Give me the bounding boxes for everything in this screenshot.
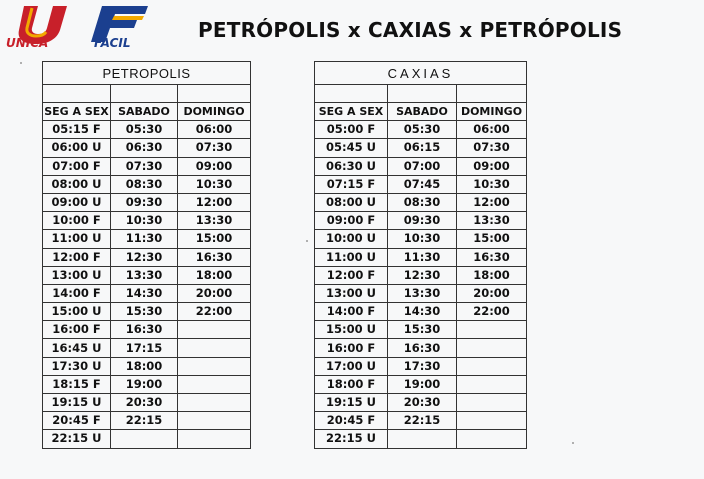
caxias-schedule-table	[314, 61, 527, 449]
time-cell: 16:30	[178, 248, 251, 266]
time-cell: 06:30 U	[315, 157, 388, 175]
table-row	[43, 212, 251, 230]
time-cell: 17:30 U	[43, 357, 111, 375]
unica-wordmark: UNICA	[6, 36, 49, 50]
time-cell: 19:00	[111, 375, 178, 393]
time-cell: 10:00 F	[43, 212, 111, 230]
time-cell: 18:15 F	[43, 375, 111, 393]
time-cell: 07:30	[178, 139, 251, 157]
time-cell: 15:30	[388, 321, 457, 339]
time-cell: 18:00	[111, 357, 178, 375]
time-cell: 20:30	[388, 394, 457, 412]
time-cell: 06:15	[388, 139, 457, 157]
time-cell: 20:00	[457, 284, 527, 302]
time-cell: 09:30	[111, 193, 178, 211]
time-cell: 22:15 U	[315, 430, 388, 448]
table-title: PETROPOLIS	[43, 62, 251, 85]
facil-logo	[91, 6, 148, 50]
time-cell: 16:00 F	[43, 321, 111, 339]
schedule-rows	[315, 121, 527, 448]
table-row	[315, 121, 527, 139]
column-header: SEG A SEX	[43, 103, 111, 121]
scan-speck	[572, 442, 574, 444]
time-cell: 06:00 U	[43, 139, 111, 157]
table-row	[43, 339, 251, 357]
time-cell: 09:30	[388, 212, 457, 230]
time-cell	[457, 357, 527, 375]
table-row	[43, 175, 251, 193]
time-cell	[178, 375, 251, 393]
time-cell: 15:30	[111, 303, 178, 321]
table-row	[43, 375, 251, 393]
table-row	[43, 157, 251, 175]
table-row	[43, 394, 251, 412]
time-cell: 05:30	[388, 121, 457, 139]
time-cell: 11:00 U	[43, 230, 111, 248]
table-title: CAXIAS	[315, 62, 527, 85]
time-cell: 07:00	[388, 157, 457, 175]
spacer-cell	[315, 85, 388, 103]
table-row	[315, 375, 527, 393]
spacer-cell	[178, 85, 251, 103]
time-cell: 12:00 F	[43, 248, 111, 266]
time-cell: 07:45	[388, 175, 457, 193]
time-cell: 05:45 U	[315, 139, 388, 157]
time-cell	[457, 339, 527, 357]
time-cell	[178, 321, 251, 339]
time-cell: 15:00	[178, 230, 251, 248]
spacer-cell	[457, 85, 527, 103]
time-cell: 11:00 U	[315, 248, 388, 266]
time-cell	[388, 430, 457, 448]
time-cell: 07:30	[111, 157, 178, 175]
column-header: DOMINGO	[178, 103, 251, 121]
time-cell: 14:00 F	[315, 303, 388, 321]
table-row	[315, 394, 527, 412]
time-cell	[457, 412, 527, 430]
time-cell: 08:00 U	[43, 175, 111, 193]
time-cell: 16:30	[457, 248, 527, 266]
time-cell: 18:00 F	[315, 375, 388, 393]
time-cell: 07:30	[457, 139, 527, 157]
time-cell: 08:30	[388, 193, 457, 211]
scan-speck	[20, 62, 22, 64]
time-cell: 10:30	[388, 230, 457, 248]
time-cell: 19:00	[388, 375, 457, 393]
time-cell: 06:00	[457, 121, 527, 139]
table-row	[315, 430, 527, 448]
time-cell: 12:30	[388, 266, 457, 284]
time-cell	[178, 430, 251, 448]
time-cell: 15:00 U	[43, 303, 111, 321]
time-cell: 12:00	[178, 193, 251, 211]
column-header: SABADO	[388, 103, 457, 121]
table-row	[43, 321, 251, 339]
time-cell: 11:30	[111, 230, 178, 248]
table-row	[315, 175, 527, 193]
table-row	[43, 230, 251, 248]
table-row	[315, 266, 527, 284]
time-cell: 18:00	[457, 266, 527, 284]
time-cell: 07:00 F	[43, 157, 111, 175]
time-cell	[178, 412, 251, 430]
table-row	[315, 321, 527, 339]
spacer-cell	[43, 85, 111, 103]
table-row	[315, 139, 527, 157]
table-row	[315, 284, 527, 302]
time-cell: 12:30	[111, 248, 178, 266]
time-cell	[178, 394, 251, 412]
time-cell	[457, 375, 527, 393]
table-row	[43, 266, 251, 284]
company-logos	[2, 0, 162, 50]
table-row	[315, 212, 527, 230]
time-cell: 05:30	[111, 121, 178, 139]
table-row	[43, 121, 251, 139]
page-title: PETRÓPOLIS x CAXIAS x PETRÓPOLIS	[198, 18, 623, 42]
time-cell: 12:00	[457, 193, 527, 211]
time-cell: 16:30	[388, 339, 457, 357]
time-cell: 09:00 F	[315, 212, 388, 230]
time-cell: 13:00 U	[315, 284, 388, 302]
column-header: SABADO	[111, 103, 178, 121]
time-cell: 15:00 U	[315, 321, 388, 339]
time-cell: 19:15 U	[315, 394, 388, 412]
time-cell: 20:45 F	[315, 412, 388, 430]
time-cell: 10:30	[111, 212, 178, 230]
petropolis-schedule-table	[42, 61, 251, 449]
table-row	[315, 248, 527, 266]
time-cell: 09:00	[178, 157, 251, 175]
time-cell: 22:00	[457, 303, 527, 321]
table-row	[43, 193, 251, 211]
table-row	[315, 357, 527, 375]
column-header: SEG A SEX	[315, 103, 388, 121]
time-cell: 16:45 U	[43, 339, 111, 357]
time-cell: 09:00 U	[43, 193, 111, 211]
unica-logo	[6, 6, 67, 50]
time-cell: 19:15 U	[43, 394, 111, 412]
time-cell: 20:45 F	[43, 412, 111, 430]
time-cell: 17:00 U	[315, 357, 388, 375]
time-cell: 05:15 F	[43, 121, 111, 139]
time-cell: 17:30	[388, 357, 457, 375]
time-cell: 13:30	[457, 212, 527, 230]
table-row	[315, 303, 527, 321]
time-cell: 07:15 F	[315, 175, 388, 193]
scan-speck	[306, 240, 308, 242]
time-cell: 20:30	[111, 394, 178, 412]
spacer-cell	[111, 85, 178, 103]
table-row	[315, 339, 527, 357]
time-cell: 06:00	[178, 121, 251, 139]
time-cell	[457, 430, 527, 448]
time-cell: 13:00 U	[43, 266, 111, 284]
time-cell	[178, 357, 251, 375]
table-row	[43, 412, 251, 430]
time-cell: 20:00	[178, 284, 251, 302]
time-cell: 17:15	[111, 339, 178, 357]
time-cell: 15:00	[457, 230, 527, 248]
time-cell: 22:00	[178, 303, 251, 321]
time-cell: 11:30	[388, 248, 457, 266]
time-cell: 13:30	[388, 284, 457, 302]
table-row	[43, 284, 251, 302]
time-cell: 08:00 U	[315, 193, 388, 211]
time-cell: 08:30	[111, 175, 178, 193]
spacer-cell	[388, 85, 457, 103]
table-row	[43, 357, 251, 375]
table-row	[43, 430, 251, 448]
time-cell: 12:00 F	[315, 266, 388, 284]
time-cell: 22:15 U	[43, 430, 111, 448]
schedule-rows	[43, 121, 251, 448]
time-cell: 13:30	[178, 212, 251, 230]
time-cell: 05:00 F	[315, 121, 388, 139]
time-cell: 14:30	[388, 303, 457, 321]
table-row	[43, 248, 251, 266]
time-cell: 18:00	[178, 266, 251, 284]
table-row	[315, 157, 527, 175]
facil-wordmark: FACIL	[94, 36, 131, 50]
time-cell: 14:00 F	[43, 284, 111, 302]
time-cell: 10:30	[457, 175, 527, 193]
time-cell: 22:15	[111, 412, 178, 430]
time-cell	[111, 430, 178, 448]
table-row	[315, 412, 527, 430]
table-row	[315, 230, 527, 248]
time-cell: 22:15	[388, 412, 457, 430]
time-cell: 16:00 F	[315, 339, 388, 357]
table-row	[315, 193, 527, 211]
time-cell: 09:00	[457, 157, 527, 175]
time-cell: 10:30	[178, 175, 251, 193]
time-cell: 06:30	[111, 139, 178, 157]
table-row	[43, 139, 251, 157]
time-cell: 16:30	[111, 321, 178, 339]
table-row	[43, 303, 251, 321]
time-cell	[457, 321, 527, 339]
time-cell: 14:30	[111, 284, 178, 302]
column-header: DOMINGO	[457, 103, 527, 121]
time-cell	[457, 394, 527, 412]
time-cell: 10:00 U	[315, 230, 388, 248]
time-cell	[178, 339, 251, 357]
time-cell: 13:30	[111, 266, 178, 284]
